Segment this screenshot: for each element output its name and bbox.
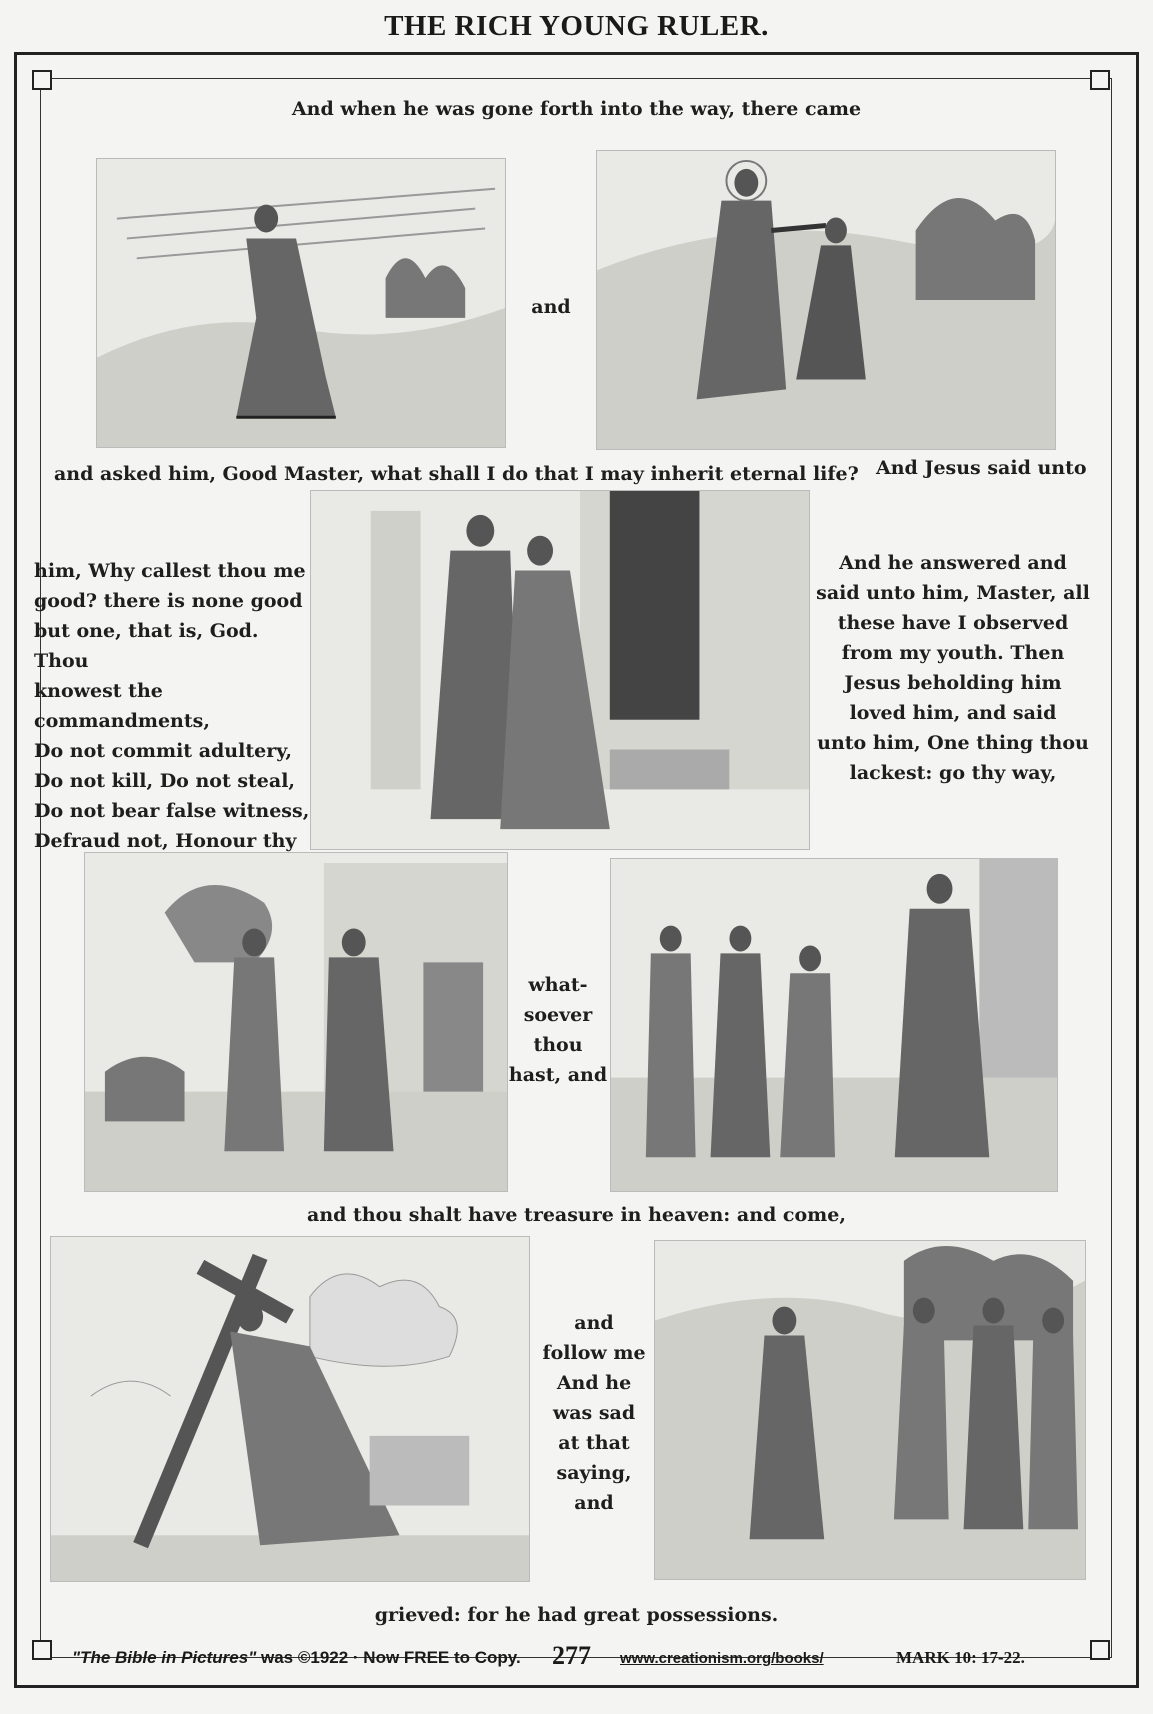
scripture-reference: MARK 10: 17-22. <box>896 1648 1025 1667</box>
corner-ornament <box>32 1640 52 1660</box>
verse-line-2b: And Jesus said unto <box>876 457 1087 479</box>
corner-ornament <box>1090 70 1110 90</box>
text-line: these have I observed <box>837 612 1069 634</box>
verse-middle-column <box>506 970 610 1090</box>
text-line: and <box>574 1492 614 1514</box>
corner-ornament <box>32 70 52 90</box>
text-line: hast, and <box>508 1064 608 1086</box>
text-line: Do not bear false witness, <box>34 800 310 822</box>
man-walking-away-sad-illustration <box>654 1240 1086 1580</box>
text-line: knowest the commandments, <box>34 680 210 732</box>
credit-book-title: "The Bible in Pictures" <box>72 1648 257 1667</box>
verse-line-1: And when he was gone forth into the way, there came <box>291 98 862 120</box>
man-walking-illustration <box>96 158 506 448</box>
page-title: THE RICH YOUNG RULER. <box>384 10 769 42</box>
page-number: 277 <box>552 1641 591 1670</box>
text-line: him, Why callest thou me <box>34 560 306 582</box>
selling-goods-illustration <box>84 852 508 1192</box>
text-line: loved him, and said <box>849 702 1057 724</box>
copyright-credit <box>72 1648 521 1668</box>
text-line: Do not kill, Do not steal, <box>34 770 296 792</box>
text-line: saying, <box>556 1462 632 1484</box>
verse-line-4: grieved: for he had great possessions. <box>374 1604 779 1626</box>
text-line: but one, that is, God. Thou <box>34 620 259 672</box>
text-line: Defraud not, Honour thy <box>34 830 297 852</box>
verse-line-3: and thou shalt have treasure in heaven: and come, <box>307 1204 846 1226</box>
man-carrying-cross-illustration <box>50 1236 530 1582</box>
corner-ornament <box>1090 1640 1110 1660</box>
jesus-and-kneeling-man-illustration <box>596 150 1056 450</box>
text-line: good? there is none good <box>34 590 303 612</box>
text-line: lackest: go thy way, <box>849 762 1057 784</box>
text-line: And he answered and <box>839 552 1067 574</box>
verse-left-column <box>34 556 314 856</box>
text-line: follow me <box>542 1342 646 1364</box>
text-line: what- <box>528 974 588 996</box>
text-line: unto him, One thing thou <box>817 732 1089 754</box>
text-line: said unto him, Master, all <box>816 582 1090 604</box>
giving-to-poor-illustration <box>610 858 1058 1192</box>
text-line: and <box>574 1312 614 1334</box>
credit-text: was ©1922 · Now FREE to Copy. <box>256 1648 521 1667</box>
text-line: at that <box>558 1432 630 1454</box>
text-line: thou <box>533 1034 583 1056</box>
connector-and-1: and <box>531 296 571 318</box>
text-line: Do not commit adultery, <box>34 740 293 762</box>
verse-right-column <box>808 548 1098 788</box>
text-line: was sad <box>552 1402 636 1424</box>
jesus-and-ruler-doorway-illustration <box>310 490 810 850</box>
text-line: from my youth. Then <box>841 642 1065 664</box>
verse-lower-column <box>530 1308 658 1518</box>
text-line: Jesus beholding him <box>844 672 1062 694</box>
text-line: soever <box>523 1004 593 1026</box>
website-link[interactable]: www.creationism.org/books/ <box>620 1650 824 1667</box>
text-line: And he <box>556 1372 632 1394</box>
verse-line-2: and asked him, Good Master, what shall I do that I may inherit eternal life? <box>54 463 859 485</box>
